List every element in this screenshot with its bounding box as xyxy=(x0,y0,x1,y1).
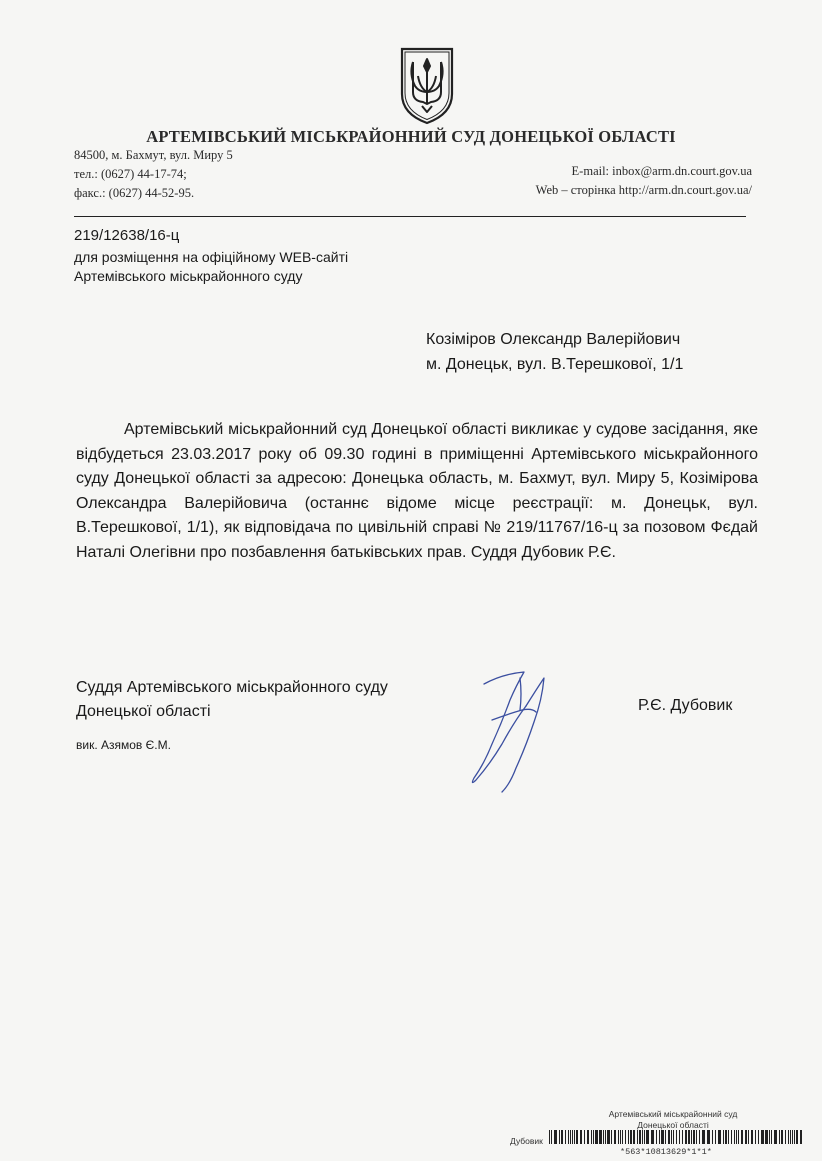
court-title: АРТЕМІВСЬКИЙ МІСЬКРАЙОННИЙ СУД ДОНЕЦЬКОЇ ОБЛАСТІ xyxy=(146,127,676,146)
summons-body xyxy=(76,418,758,566)
court-address: 84500, м. Бахмут, вул. Миру 5 xyxy=(74,148,233,162)
barcode-icon xyxy=(549,1130,805,1144)
summons-text: Артемівський міськрайонний суд Донецької області викликає у судове засідання, яке відбудеться 23.03.2017 року об 09.30 годині в приміщенні Артемівського міськрайонного суду Донецької області за адресою: Донецька область, м. Бахмут, вул. Миру 5, Козімірова Олександра Валерійовича (останнє відоме місце реєстрації: м. Донецьк, вул. В.Терешкової, 1/1), як відповідача по цивільній справі № 219/11767/16-ц за позовом Фєдай Наталі Олегівни про позбавлення батьківських прав. Суддя Дубовик Р.Є. xyxy=(76,421,758,561)
handwritten-signature xyxy=(462,660,562,800)
header-divider xyxy=(74,216,746,217)
reference-number: 219/12638/16-ц xyxy=(74,227,180,244)
footer-court-line2: Донецької області xyxy=(637,1119,709,1130)
footer-court-line1: Артемівський міськрайонний суд xyxy=(608,1109,738,1119)
reference-note-line1: для розміщення на офіційному WEB-сайті xyxy=(74,249,349,265)
footer-stamp-label: Дубовик xyxy=(510,1136,543,1146)
addressee-name: Козіміров Олександр Валерійович xyxy=(426,331,681,348)
footer-court-stamp xyxy=(596,1109,750,1130)
judge-position-line1: Суддя Артемівського міськрайонного суду xyxy=(76,679,388,696)
judge-name: Р.Є. Дубовик xyxy=(638,697,733,714)
judge-position-line2: Донецької області xyxy=(76,703,211,720)
executor-name: вик. Азямов Є.М. xyxy=(76,738,171,752)
reference-note-line2: Артемівського міськрайонного суду xyxy=(74,268,303,284)
addressee-address: м. Донецьк, вул. В.Терешкової, 1/1 xyxy=(426,356,684,373)
court-website: Web – сторінка http://arm.dn.court.gov.ua/ xyxy=(535,183,752,197)
court-email: E-mail: inbox@arm.dn.court.gov.ua xyxy=(571,164,752,178)
barcode-text: *563*10813629*1*1* xyxy=(620,1147,712,1157)
coat-of-arms-icon xyxy=(398,46,456,126)
court-phone: тел.: (0627) 44-17-74; xyxy=(74,167,187,181)
court-fax: факс.: (0627) 44-52-95. xyxy=(74,186,195,200)
